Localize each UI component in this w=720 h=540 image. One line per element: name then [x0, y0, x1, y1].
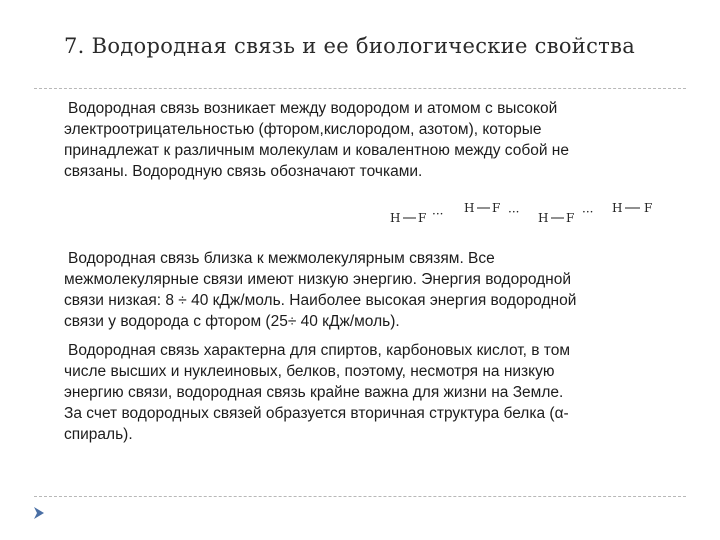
text-line: принадлежат к различным молекулам и ковалентною между собой не: [64, 142, 569, 159]
text-line: числе высших и нуклеиновых, белков, поэтому, несмотря на низкую: [64, 363, 555, 380]
text-line: связаны. Водородную связь обозначают точками.: [64, 163, 423, 180]
atom-f: F: [492, 201, 501, 215]
hydrogen-bond: ···: [508, 205, 520, 219]
atom-f: F: [566, 211, 575, 225]
text-line: связи у водорода с фтором (25÷ 40 кДж/моль).: [64, 313, 400, 330]
text-line: межмолекулярные связи имеют низкую энергию. Энергия водородной: [64, 271, 571, 288]
atom-h: H: [538, 211, 549, 225]
atom-f: F: [418, 211, 427, 225]
text-line: энергию связи, водородная связь крайне важна для жизни на Земле.: [64, 384, 564, 401]
nav-arrow-shape: [34, 507, 44, 519]
atom-h: H: [612, 201, 623, 215]
hydrogen-fluoride-chain-diagram: [386, 196, 676, 232]
paragraph-bond-energy: [64, 248, 684, 332]
text-line: Водородная связь близка к межмолекулярным связям. Все: [68, 250, 495, 267]
text-line: электроотрицательностью (фтором,кислородом, азотом), которые: [64, 121, 542, 138]
top-divider: [34, 88, 686, 89]
hydrogen-bond: ···: [582, 205, 594, 219]
bottom-divider: [34, 496, 686, 497]
atom-h: H: [464, 201, 475, 215]
hydrogen-bond: ···: [432, 207, 444, 221]
text-line: Водородная связь характерна для спиртов, карбоновых кислот, в том: [68, 342, 571, 359]
text-line: Водородная связь возникает между водородом и атомом с высокой: [68, 100, 558, 117]
text-line: За счет водородных связей образуется вторичная структура белка (α-: [64, 405, 569, 422]
text-line: спираль).: [64, 426, 133, 443]
atom-f: F: [644, 201, 653, 215]
triangle-right-icon[interactable]: [32, 506, 46, 520]
atom-h: H: [390, 211, 401, 225]
slide-title: 7. Водородная связь и ее биологические свойства: [64, 34, 636, 58]
paragraph-hydrogen-bond-definition: [64, 98, 684, 182]
paragraph-biological-importance: [64, 340, 684, 445]
text-line: связи низкая: 8 ÷ 40 кДж/моль. Наиболее высокая энергия водородной: [64, 292, 577, 309]
